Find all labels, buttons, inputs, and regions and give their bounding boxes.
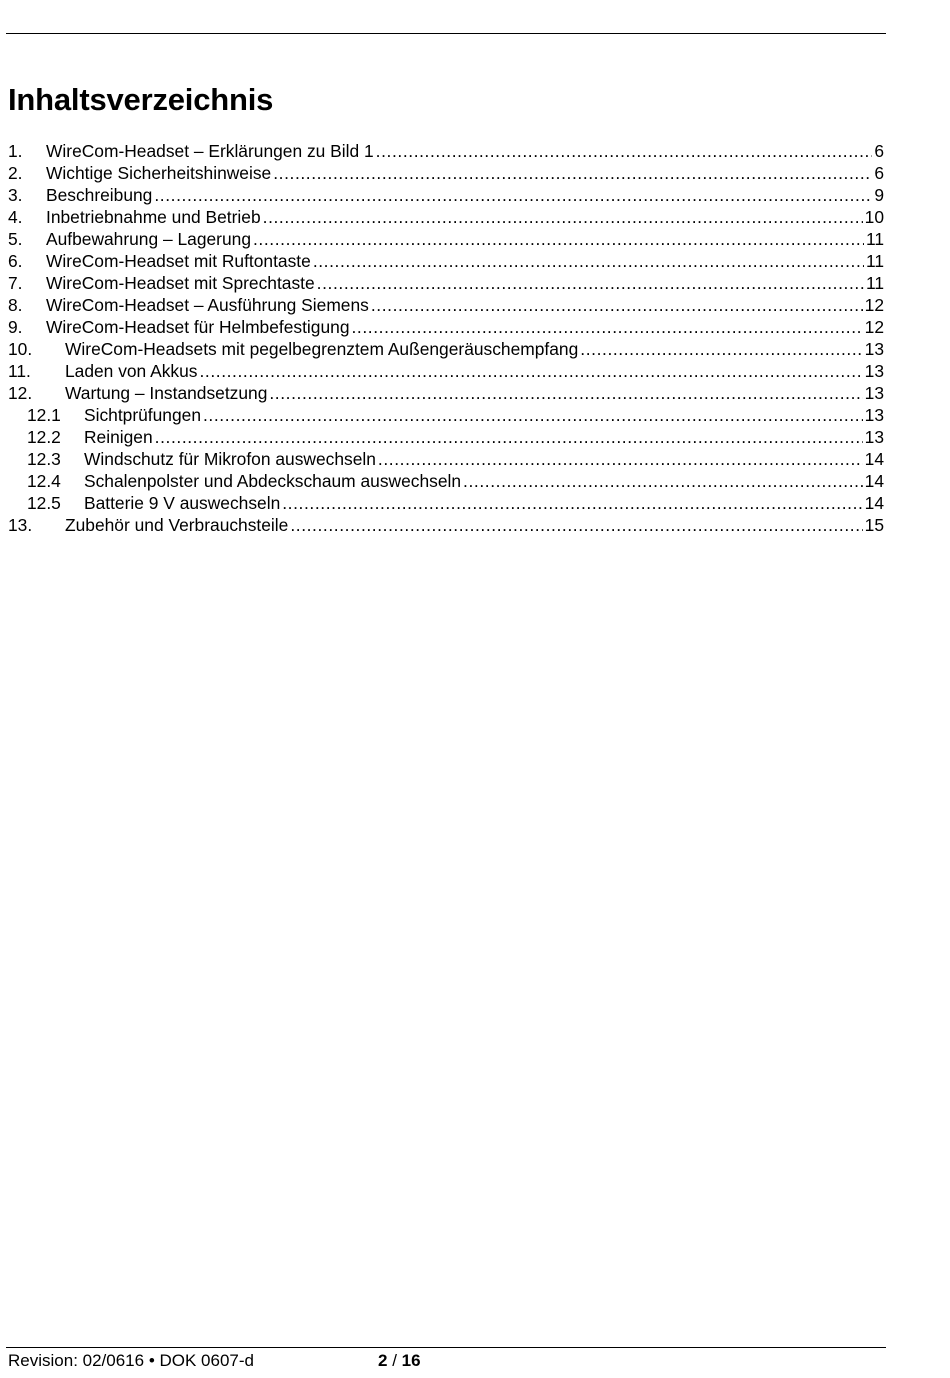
toc-entry-title: Zubehör und Verbrauchsteile [65, 515, 289, 535]
toc-entry-title: Wartung – Instandsetzung [65, 383, 268, 403]
toc-entry-title: WireCom-Headset – Ausführung Siemens [46, 295, 369, 315]
page-total: 16 [401, 1351, 421, 1370]
toc-entry[interactable] [8, 404, 884, 426]
toc-entry-number: 12.3 [27, 449, 61, 469]
toc-entry-number: 12. [8, 383, 33, 403]
toc-entry-number: 12.1 [27, 405, 61, 425]
toc-entry-number: 8. [8, 295, 23, 315]
toc-entry-title: Schalenpolster und Abdeckschaum auswechseln [84, 471, 462, 491]
toc-entry[interactable] [8, 514, 884, 536]
toc-entry-page: 14 [864, 449, 884, 469]
toc-entry-title: Laden von Akkus [65, 361, 198, 381]
toc-entry[interactable] [8, 184, 884, 206]
toc-entry-number: 10. [8, 339, 33, 359]
toc-entry-page: 11 [865, 251, 884, 271]
toc-entry-page: 13 [864, 405, 884, 425]
toc-entry-number: 2. [8, 163, 23, 183]
toc-entry-title: Aufbewahrung – Lagerung [46, 229, 251, 249]
toc-entry-number: 6. [8, 251, 23, 271]
toc-entry-title: Sichtprüfungen [84, 405, 201, 425]
footer-revision: Revision: 02/0616 • DOK 0607-d [8, 1351, 254, 1370]
page-title: Inhaltsverzeichnis [8, 82, 274, 117]
toc-entry[interactable] [8, 250, 884, 272]
toc-entry-page: 13 [864, 361, 884, 381]
page-separator: / [387, 1351, 402, 1370]
toc-entry-number: 13. [8, 515, 33, 535]
toc-entry-page: 9 [874, 185, 884, 205]
toc-entry-page: 12 [864, 317, 884, 337]
footer-page-number [378, 1350, 421, 1372]
toc-entry-page: 11 [865, 229, 884, 249]
toc-entry[interactable] [8, 272, 884, 294]
toc-dot-leader [371, 294, 863, 316]
toc-dot-leader [317, 272, 864, 294]
toc-entry-number: 12.2 [27, 427, 61, 447]
toc-dot-leader [376, 140, 873, 162]
toc-entry-page: 13 [864, 339, 884, 359]
header-rule [6, 33, 886, 34]
toc-entry-number: 7. [8, 273, 23, 293]
toc-entry[interactable] [8, 162, 884, 184]
toc-entry[interactable] [8, 338, 884, 360]
toc-entry-title: Windschutz für Mikrofon auswechseln [84, 449, 376, 469]
toc-entry[interactable] [8, 228, 884, 250]
toc-entry[interactable] [8, 492, 884, 514]
toc-entry-page: 6 [874, 163, 884, 183]
toc-entry[interactable] [8, 206, 884, 228]
toc-entry[interactable] [8, 426, 884, 448]
toc-entry-title: Beschreibung [46, 185, 153, 205]
toc-entry-page: 10 [864, 207, 884, 227]
toc-entry-page: 15 [864, 515, 884, 535]
toc-entry[interactable] [8, 316, 884, 338]
toc-entry-page: 14 [864, 493, 884, 513]
toc-dot-leader [273, 162, 872, 184]
toc-dot-leader [290, 514, 862, 536]
toc-dot-leader [282, 492, 862, 514]
toc-entry[interactable] [8, 382, 884, 404]
toc-dot-leader [352, 316, 863, 338]
toc-dot-leader [463, 470, 863, 492]
toc-entry-title: WireCom-Headset für Helmbefestigung [46, 317, 350, 337]
toc-dot-leader [313, 250, 864, 272]
toc-dot-leader [203, 404, 863, 426]
toc-entry[interactable] [8, 140, 884, 162]
toc-dot-leader [263, 206, 863, 228]
toc-entry-title: WireCom-Headset – Erklärungen zu Bild 1 [46, 141, 374, 161]
toc-entry-page: 11 [865, 273, 884, 293]
toc-entry-page: 12 [864, 295, 884, 315]
toc-entry-number: 9. [8, 317, 23, 337]
toc-dot-leader [199, 360, 862, 382]
toc-entry-title: Wichtige Sicherheitshinweise [46, 163, 272, 183]
toc-dot-leader [253, 228, 864, 250]
toc-dot-leader [155, 426, 863, 448]
toc-entry-number: 11. [8, 361, 31, 381]
toc-dot-leader [378, 448, 863, 470]
page-current: 2 [378, 1351, 388, 1370]
footer-rule [6, 1347, 886, 1348]
toc-entry-number: 1. [8, 141, 23, 161]
toc-entry[interactable] [8, 448, 884, 470]
toc-dot-leader [269, 382, 862, 404]
toc-entry-title: WireCom-Headset mit Ruftontaste [46, 251, 311, 271]
toc-entry[interactable] [8, 360, 884, 382]
toc-entry-page: 6 [874, 141, 884, 161]
toc-entry[interactable] [8, 294, 884, 316]
toc-entry-title: Batterie 9 V auswechseln [84, 493, 281, 513]
toc-entry-title: Inbetriebnahme und Betrieb [46, 207, 261, 227]
toc-dot-leader [580, 338, 862, 360]
toc-entry-page: 13 [864, 383, 884, 403]
toc-entry-title: WireCom-Headset mit Sprechtaste [46, 273, 315, 293]
toc-entry-page: 14 [864, 471, 884, 491]
toc-entry-number: 12.4 [27, 471, 61, 491]
toc-entry-number: 5. [8, 229, 23, 249]
toc-entry-number: 4. [8, 207, 23, 227]
toc-entry[interactable] [8, 470, 884, 492]
toc-entry-number: 3. [8, 185, 23, 205]
toc-entry-title: WireCom-Headsets mit pegelbegrenztem Außengeräuschempfang [65, 339, 579, 359]
toc-entry-number: 12.5 [27, 493, 61, 513]
toc-entry-page: 13 [864, 427, 884, 447]
toc-dot-leader [154, 184, 872, 206]
toc-entry-title: Reinigen [84, 427, 153, 447]
table-of-contents [8, 140, 884, 536]
